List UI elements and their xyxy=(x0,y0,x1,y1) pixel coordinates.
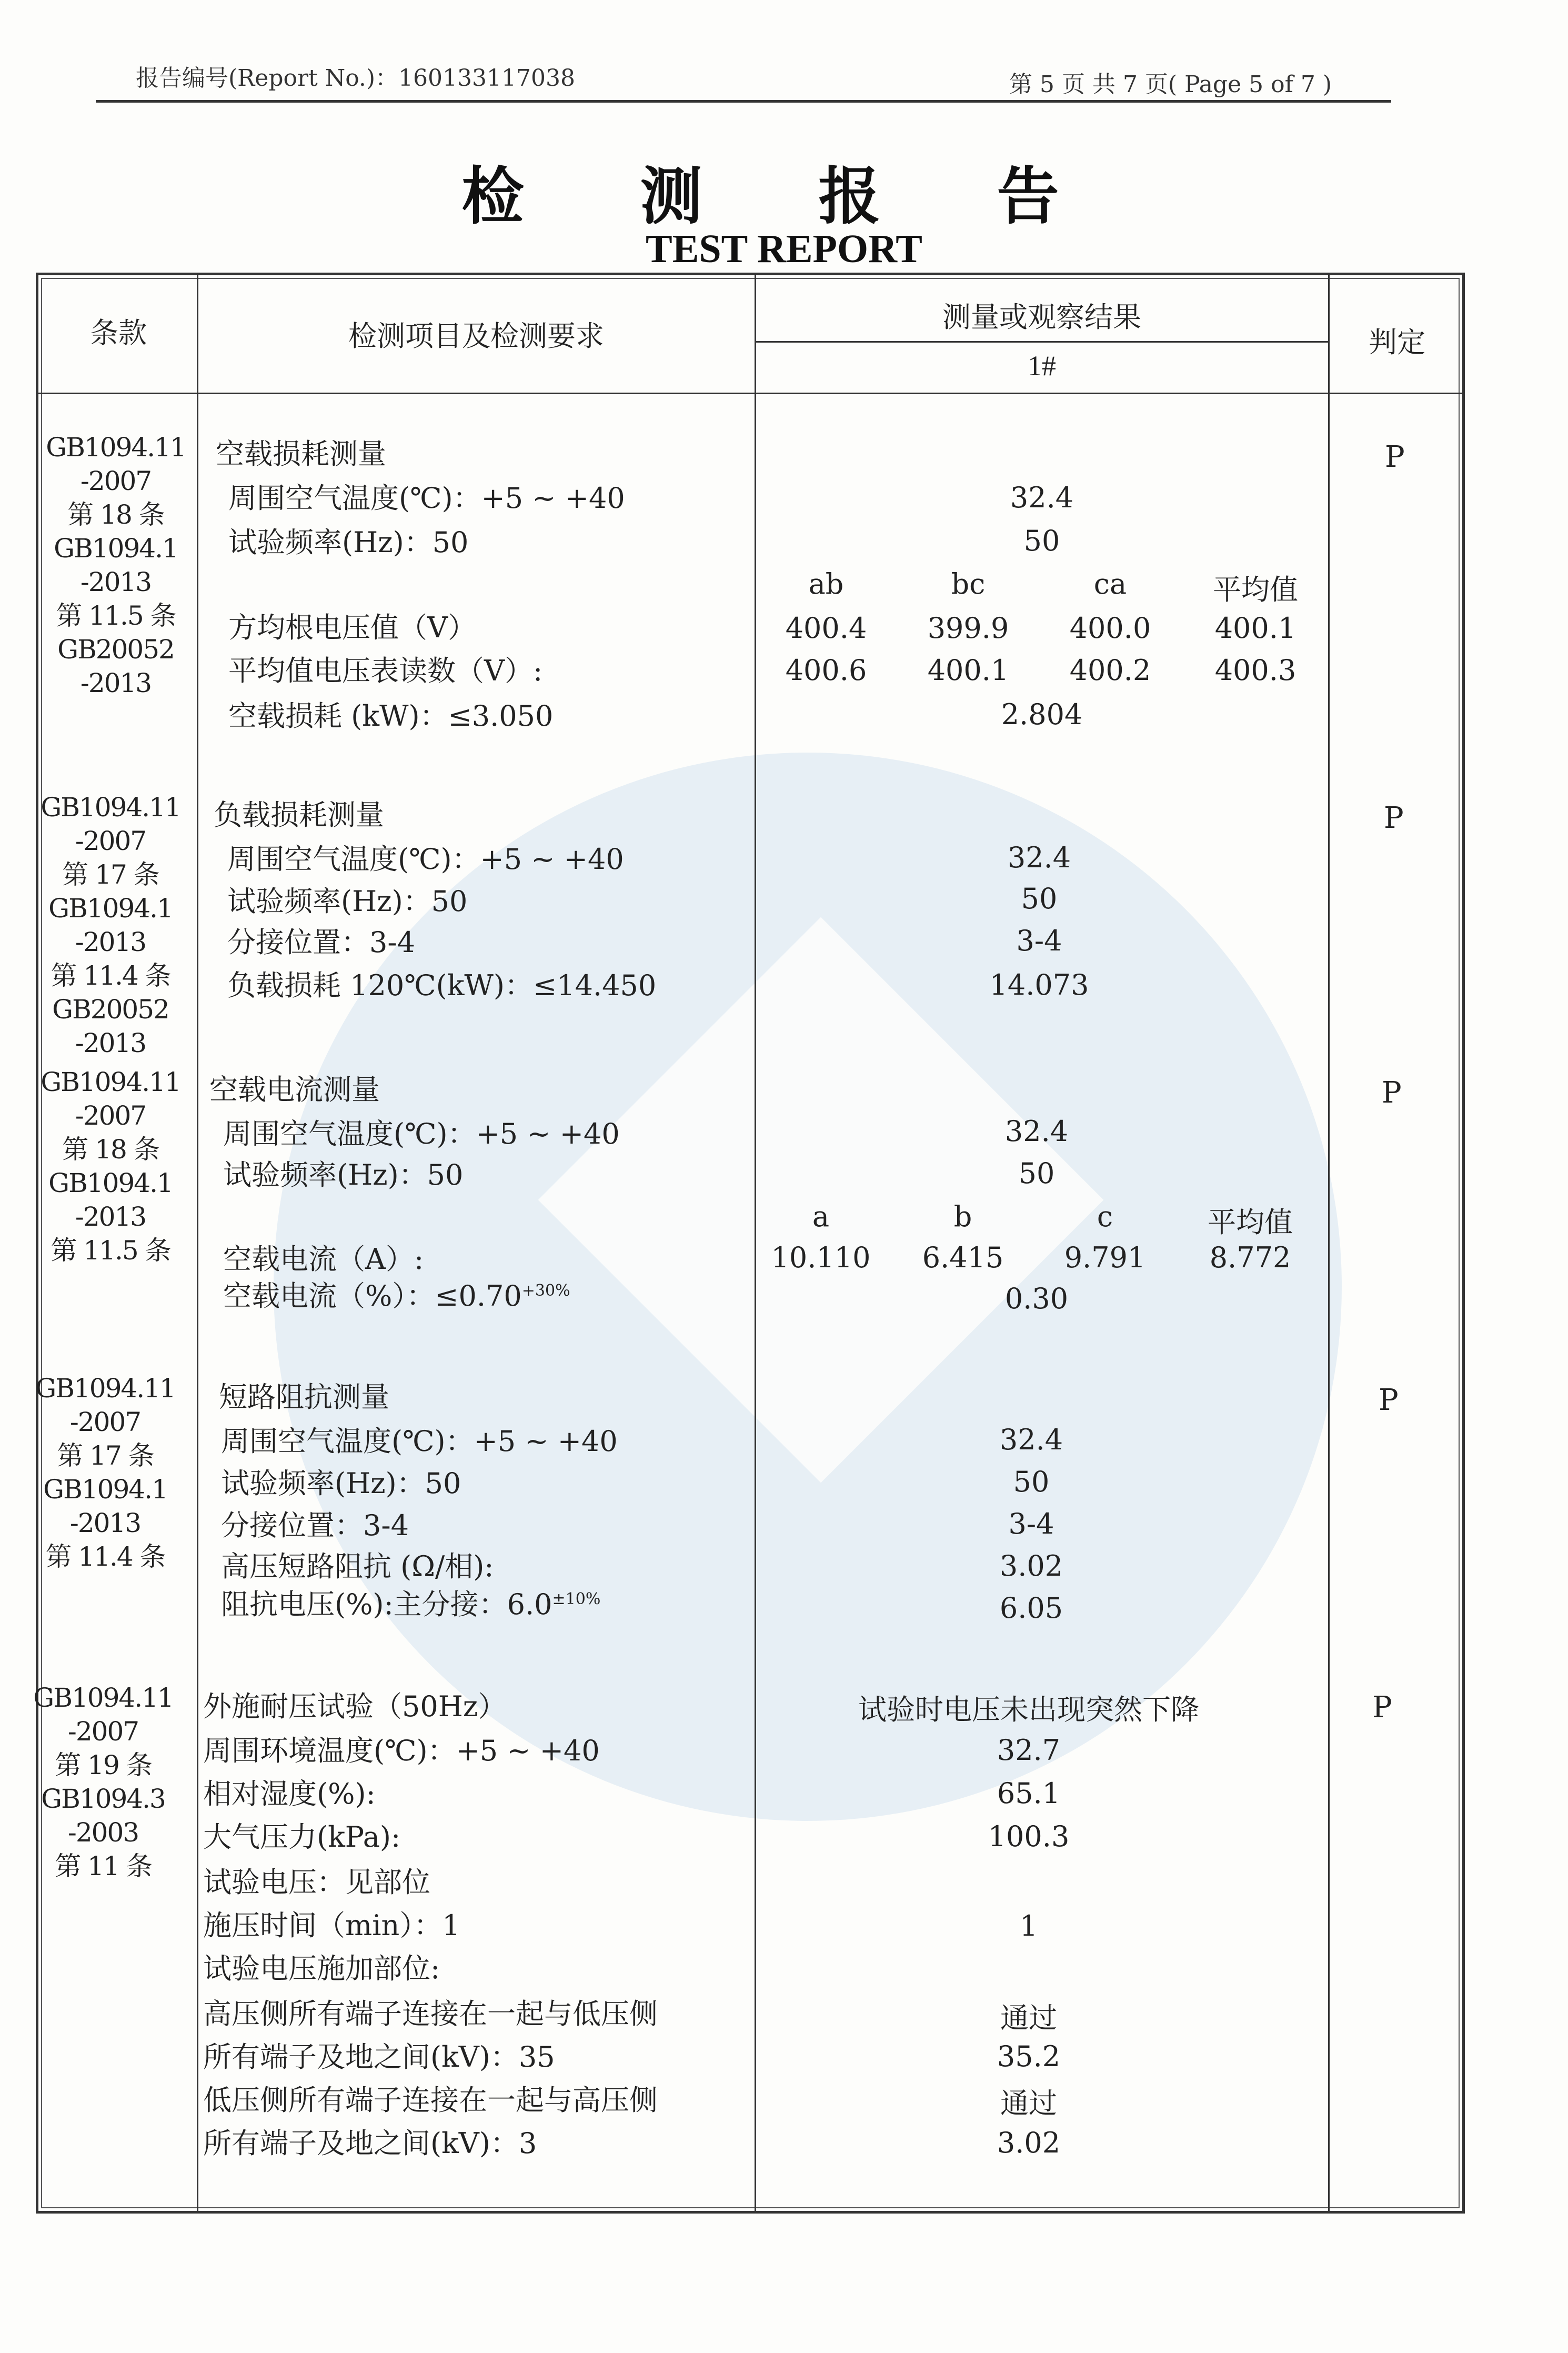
result-value: 35.2 xyxy=(997,2040,1061,2073)
result-value: 50 xyxy=(1021,882,1058,915)
verdict: P xyxy=(1379,1383,1399,1417)
requirement: 周围空气温度(℃)：+5 ~ +40 xyxy=(227,843,624,876)
result-value: 1 xyxy=(1019,1909,1038,1943)
result-value: 3.02 xyxy=(997,2126,1061,2159)
requirement: 空载电流（A）: xyxy=(223,1243,424,1276)
phase-label: bc xyxy=(951,567,986,600)
requirement: 空载电流（%）：$\le 0.70^{+30\%}$ xyxy=(223,1279,570,1313)
result-value: 8.772 xyxy=(1209,1241,1291,1274)
result-value: 14.073 xyxy=(989,968,1089,1002)
requirement: 高压短路阻抗 (Ω/相): xyxy=(221,1550,494,1583)
phase-label: ca xyxy=(1093,567,1127,600)
requirement: 试验频率(Hz)：50 xyxy=(221,1467,461,1500)
requirement: 方均根电压值（V） xyxy=(228,611,476,644)
phase-label: ab xyxy=(808,567,844,600)
clause-cell: GB1094.11 -2007 第 18 条 GB1094.1 -2013 第 11.5 条 xyxy=(41,1067,180,1266)
result-value: 400.1 xyxy=(927,654,1009,687)
header-bottom-rule xyxy=(37,393,1464,394)
page-subtitle: TEST REPORT xyxy=(646,227,922,271)
result-value: 400.1 xyxy=(1214,612,1296,645)
requirement: 分接位置：3-4 xyxy=(221,1509,409,1542)
phase-label: c xyxy=(1097,1200,1113,1233)
report-number: 报告编号(Report No.)：160133117038 xyxy=(136,65,575,92)
result-value: 3-4 xyxy=(1016,924,1062,957)
header-item: 检测项目及检测要求 xyxy=(348,319,604,353)
result-value: 32.4 xyxy=(999,1423,1063,1456)
section-title: 外施耐压试验（50Hz） xyxy=(203,1690,507,1723)
requirement: 试验电压：见部位 xyxy=(203,1866,430,1899)
clause-cell: GB1094.11 -2007 第 18 条 GB1094.1 -2013 第 11.5 条 GB20052 -2013 xyxy=(46,432,186,698)
page-title: 检 测 报 告 xyxy=(461,160,1107,233)
requirement: 试验频率(Hz)：50 xyxy=(223,1158,464,1191)
result-value: 50 xyxy=(1023,524,1060,557)
section-title: 空载损耗测量 xyxy=(216,437,386,470)
result-value: 2.804 xyxy=(1001,698,1083,731)
section-title: 空载电流测量 xyxy=(209,1073,380,1106)
result-value: 0.30 xyxy=(1004,1282,1069,1315)
requirement: 周围空气温度(℃)：+5 ~ +40 xyxy=(223,1117,620,1150)
result-value: 400.6 xyxy=(785,654,867,687)
header-subdivider xyxy=(755,341,1328,343)
requirement: 平均值电压表读数（V）: xyxy=(228,654,543,687)
result-value: 3-4 xyxy=(1008,1507,1054,1540)
requirement: 空载损耗 (kW)：≤3.050 xyxy=(228,699,554,733)
header-verdict: 判定 xyxy=(1369,326,1425,359)
result-value: 65.1 xyxy=(997,1777,1061,1810)
phase-label: 平均值 xyxy=(1213,573,1298,606)
verdict: P xyxy=(1372,1690,1392,1725)
result-value: 400.2 xyxy=(1069,654,1151,687)
clause-cell: GB1094.11 -2007 第 17 条 GB1094.1 -2013 第 11.4 条 xyxy=(35,1373,175,1572)
result-value: 通过 xyxy=(1000,2087,1057,2120)
result-value: 400.4 xyxy=(785,612,867,645)
result-value: 6.415 xyxy=(922,1241,1004,1274)
result-value: 32.4 xyxy=(1010,481,1074,514)
result-value: 32.4 xyxy=(1007,841,1071,874)
section-title: 负载损耗测量 xyxy=(214,798,384,832)
requirement: 所有端子及地之间(kV)：3 xyxy=(203,2127,537,2160)
requirement: 大气压力(kPa): xyxy=(203,1820,401,1854)
requirement: 施压时间（min）：1 xyxy=(203,1909,460,1942)
result-value: 通过 xyxy=(1000,2001,1057,2035)
requirement: 高压侧所有端子连接在一起与低压侧 xyxy=(203,1997,658,2030)
result-value: 试验时电压未出现突然下降 xyxy=(858,1693,1199,1726)
col-divider-result xyxy=(1328,274,1330,2212)
requirement: 阻抗电压(%):主分接：$6.0^{\pm 10\%}$ xyxy=(221,1588,601,1621)
result-value: 10.110 xyxy=(771,1241,871,1274)
page-number: 第 5 页 共 7 页( Page 5 of 7 ) xyxy=(1009,71,1332,98)
result-value: 399.9 xyxy=(927,612,1009,645)
col-divider-clause xyxy=(197,274,198,2212)
verdict: P xyxy=(1382,1076,1402,1110)
requirement: 相对湿度(%): xyxy=(203,1777,376,1810)
result-value: 50 xyxy=(1018,1157,1055,1190)
requirement: 周围空气温度(℃)：+5 ~ +40 xyxy=(221,1425,618,1458)
result-value: 400.3 xyxy=(1214,654,1296,687)
result-value: 32.7 xyxy=(997,1734,1061,1767)
clause-cell: GB1094.11 -2007 第 19 条 GB1094.3 -2003 第 11 条 xyxy=(33,1683,173,1881)
result-value: 6.05 xyxy=(999,1591,1063,1625)
result-value: 100.3 xyxy=(988,1820,1070,1853)
requirement: 周围环境温度(℃)：+5 ~ +40 xyxy=(203,1734,600,1767)
clause-cell: GB1094.11 -2007 第 17 条 GB1094.1 -2013 第 11.4 条 GB20052 -2013 xyxy=(41,792,180,1058)
phase-label: 平均值 xyxy=(1208,1206,1293,1239)
verdict: P xyxy=(1384,801,1404,835)
phase-label: b xyxy=(953,1200,972,1233)
header-result: 测量或观察结果 xyxy=(942,301,1141,334)
header-sample: 1# xyxy=(1028,350,1056,382)
requirement: 试验频率(Hz)：50 xyxy=(228,526,469,559)
result-value: 9.791 xyxy=(1064,1241,1146,1274)
header-rule xyxy=(96,100,1391,103)
result-value: 3.02 xyxy=(999,1549,1063,1583)
result-value: 32.4 xyxy=(1004,1115,1069,1148)
requirement: 低压侧所有端子连接在一起与高压侧 xyxy=(203,2084,658,2117)
requirement: 分接位置：3-4 xyxy=(227,926,415,959)
requirement: 周围空气温度(℃)：+5 ~ +40 xyxy=(228,482,625,515)
header-clause: 条款 xyxy=(90,316,147,349)
phase-label: a xyxy=(812,1200,830,1233)
requirement: 所有端子及地之间(kV)：35 xyxy=(203,2040,555,2074)
verdict: P xyxy=(1385,440,1405,474)
result-value: 400.0 xyxy=(1069,612,1151,645)
result-value: 50 xyxy=(1013,1465,1050,1498)
requirement: 试验频率(Hz)：50 xyxy=(227,885,468,918)
section-title: 短路阻抗测量 xyxy=(219,1380,389,1414)
requirement: 试验电压施加部位: xyxy=(203,1952,440,1985)
requirement: 负载损耗 120℃(kW)：≤14.450 xyxy=(227,969,657,1002)
